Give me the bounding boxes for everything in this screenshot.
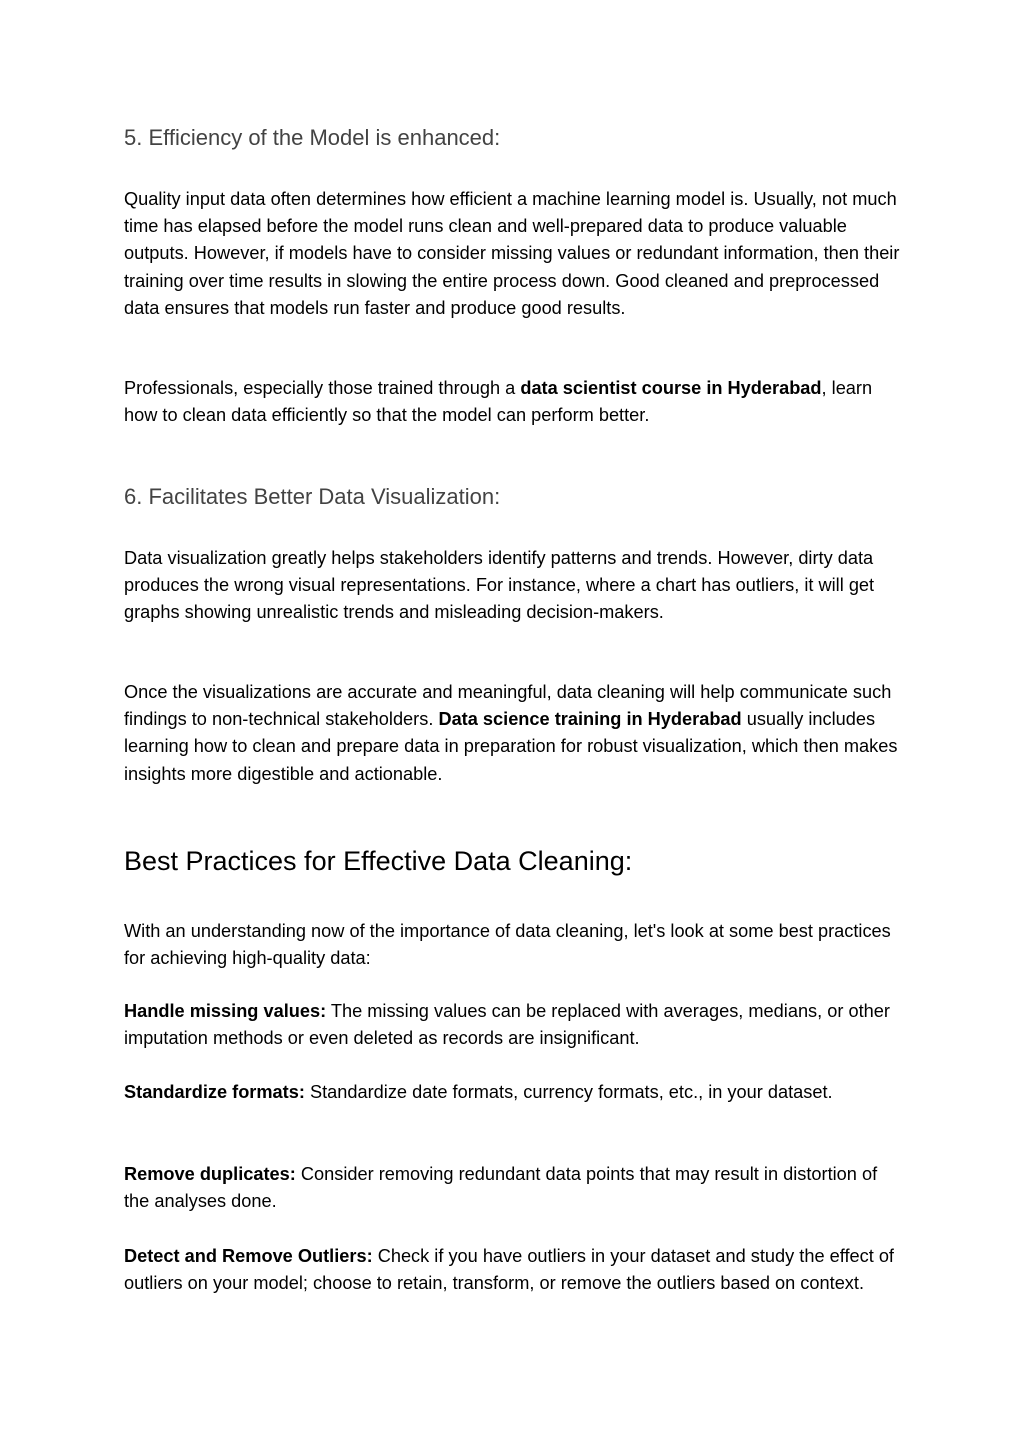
practice-item-text: Check if you have outliers in your dataset and study the effect of outliers on your model; choose to retain, transform, or remove the outliers based on context.: [124, 1246, 894, 1294]
practice-item-missing-values: [124, 998, 904, 1052]
best-practices-intro: With an understanding now of the importance of data cleaning, let's look at some best practices for achieving high-quality data:: [124, 921, 891, 969]
practice-item-text: The missing values can be replaced with averages, medians, or other imputation methods or even deleted as records are insignificant.: [124, 1001, 890, 1049]
efficiency-paragraph-1: Quality input data often determines how efficient a machine learning model is. Usually, not much time has elapsed before the model runs clean and well-prepared data to produce valuable outputs. However, if models have to consider missing values or redundant information, then their training over time results in slowing the entire process down. Good cleaned and preprocessed data ensures that models run faster and produce good results.: [124, 189, 900, 318]
practice-item-remove-duplicates: [124, 1161, 904, 1215]
practice-item-outliers: [124, 1243, 904, 1297]
visualization-training-keyword: Data science training in Hyderabad: [438, 709, 742, 730]
visualization-paragraph-1: Data visualization greatly helps stakeholders identify patterns and trends. However, dirty data produces the wrong visual representations. For instance, where a chart has outliers, it will get graphs showing unrealistic trends and misleading decision-makers.: [124, 548, 875, 623]
efficiency-paragraph-2-text: Professionals, especially those trained through a: [124, 378, 521, 398]
visualization-paragraph-2-tail: usually includes learning how to clean and prepare data in preparation for robust visualization, which then makes insights more digestible and actionable.: [124, 709, 898, 784]
efficiency-paragraph-2-tail: , learn how to clean data efficiently so that the model can perform better.: [124, 378, 873, 426]
section-heading-best-practices: Best Practices for Effective Data Cleaning:: [124, 846, 633, 876]
practice-item-text: Standardize date formats, currency formats, etc., in your dataset.: [304, 1082, 833, 1102]
section-heading-visualization: 6. Facilitates Better Data Visualization:: [124, 484, 501, 509]
efficiency-paragraph-2: [124, 375, 904, 429]
practice-item-title: Standardize formats:: [124, 1082, 305, 1102]
practice-item-title: Remove duplicates:: [124, 1164, 296, 1184]
section-heading-efficiency: 5. Efficiency of the Model is enhanced:: [124, 125, 501, 150]
practice-item-title: Handle missing values:: [124, 1001, 327, 1021]
visualization-paragraph-2-text: Once the visualizations are accurate and meaningful, data cleaning will help communicate such findings to non-technical stakeholders.: [124, 682, 892, 730]
practice-item-title: Detect and Remove Outliers:: [124, 1246, 373, 1266]
efficiency-course-keyword: data scientist course in Hyderabad: [520, 378, 822, 398]
practice-item-text: Consider removing redundant data points that may result in distortion of the analyses done.: [124, 1164, 878, 1212]
practice-item-standardize-formats: [124, 1079, 904, 1106]
visualization-paragraph-2: [124, 679, 904, 788]
